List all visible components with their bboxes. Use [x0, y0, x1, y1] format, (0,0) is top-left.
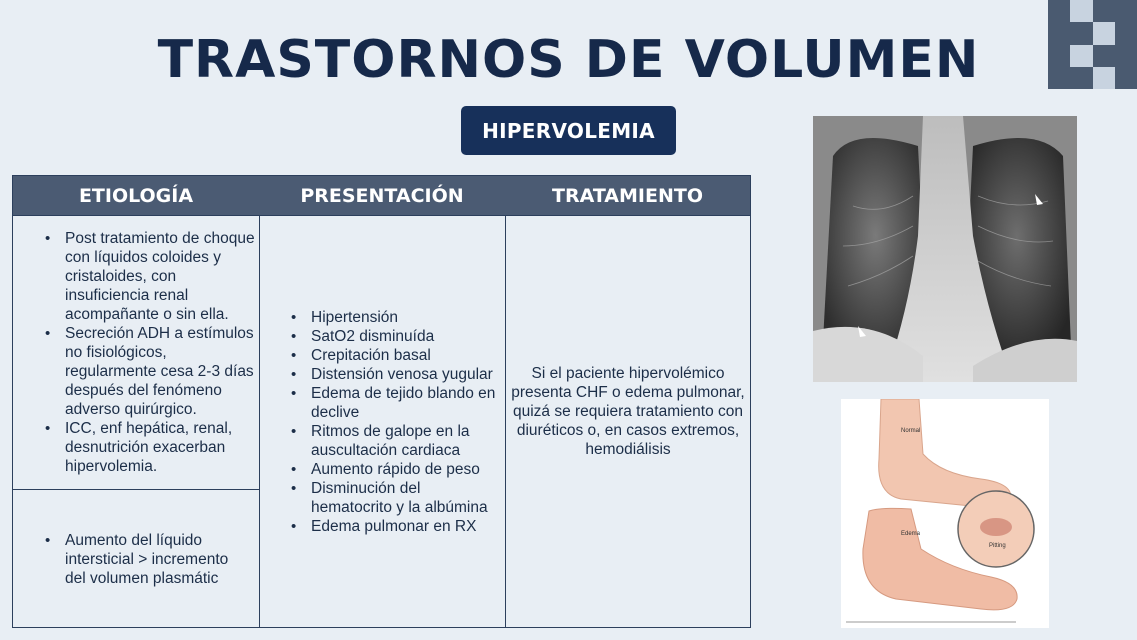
etiologia-list-top — [65, 229, 261, 476]
header-divider — [13, 215, 750, 216]
header-tratamiento: TRATAMIENTO — [552, 184, 703, 207]
etiologia-list-bottom — [65, 531, 251, 588]
list-item: • Secreción ADH a estímulos no fisiológicos, regularmente cesa 2-3 días después del fenómeno adverso quirúrgico. — [65, 324, 261, 419]
row-divider — [13, 489, 259, 490]
label-edema: Edema — [901, 531, 921, 537]
list-item: • Aumento del líquido intersticial > incremento del volumen plasmátic — [65, 531, 251, 588]
list-item: • Ritmos de galope en la auscultación cardiaca — [311, 422, 501, 460]
list-item: • Aumento rápido de peso — [311, 460, 501, 479]
info-table — [12, 175, 751, 628]
list-item: • Crepitación basal — [311, 346, 501, 365]
list-item: • Edema de tejido blando en declive — [311, 384, 501, 422]
header-etiologia: ETIOLOGÍA — [78, 184, 194, 207]
list-item: • Post tratamiento de choque con líquidos coloides y cristaloides, con insuficiencia renal acompañante o sin ella. — [65, 229, 261, 324]
table-header — [13, 176, 750, 215]
list-item: • SatO2 disminuída — [311, 327, 501, 346]
chest-xray-image — [813, 116, 1077, 382]
header-presentacion: PRESENTACIÓN — [300, 184, 464, 207]
list-item: • ICC, enf hepática, renal, desnutrición exacerban hipervolemia. — [65, 419, 261, 476]
list-item: • Disminución del hematocrito y la albúmina — [311, 479, 501, 517]
list-item: • Edema pulmonar en RX — [311, 517, 501, 536]
tratamiento-text: Si el paciente hipervolémico presenta CHF o edema pulmonar, quizá se requiera tratamiento con diuréticos o, en casos extremos, hemodiálisis — [511, 365, 745, 458]
label-pitting: Pitting — [989, 543, 1006, 549]
edema-foot-illustration — [841, 399, 1049, 628]
list-item: • Distensión venosa yugular — [311, 365, 501, 384]
label-normal: Normal — [901, 428, 921, 434]
subtitle-badge: HIPERVOLEMIA — [461, 106, 676, 155]
presentacion-list — [311, 308, 501, 536]
list-item: • Hipertensión — [311, 308, 501, 327]
page-title: TRASTORNOS DE VOLUMEN — [157, 30, 980, 90]
